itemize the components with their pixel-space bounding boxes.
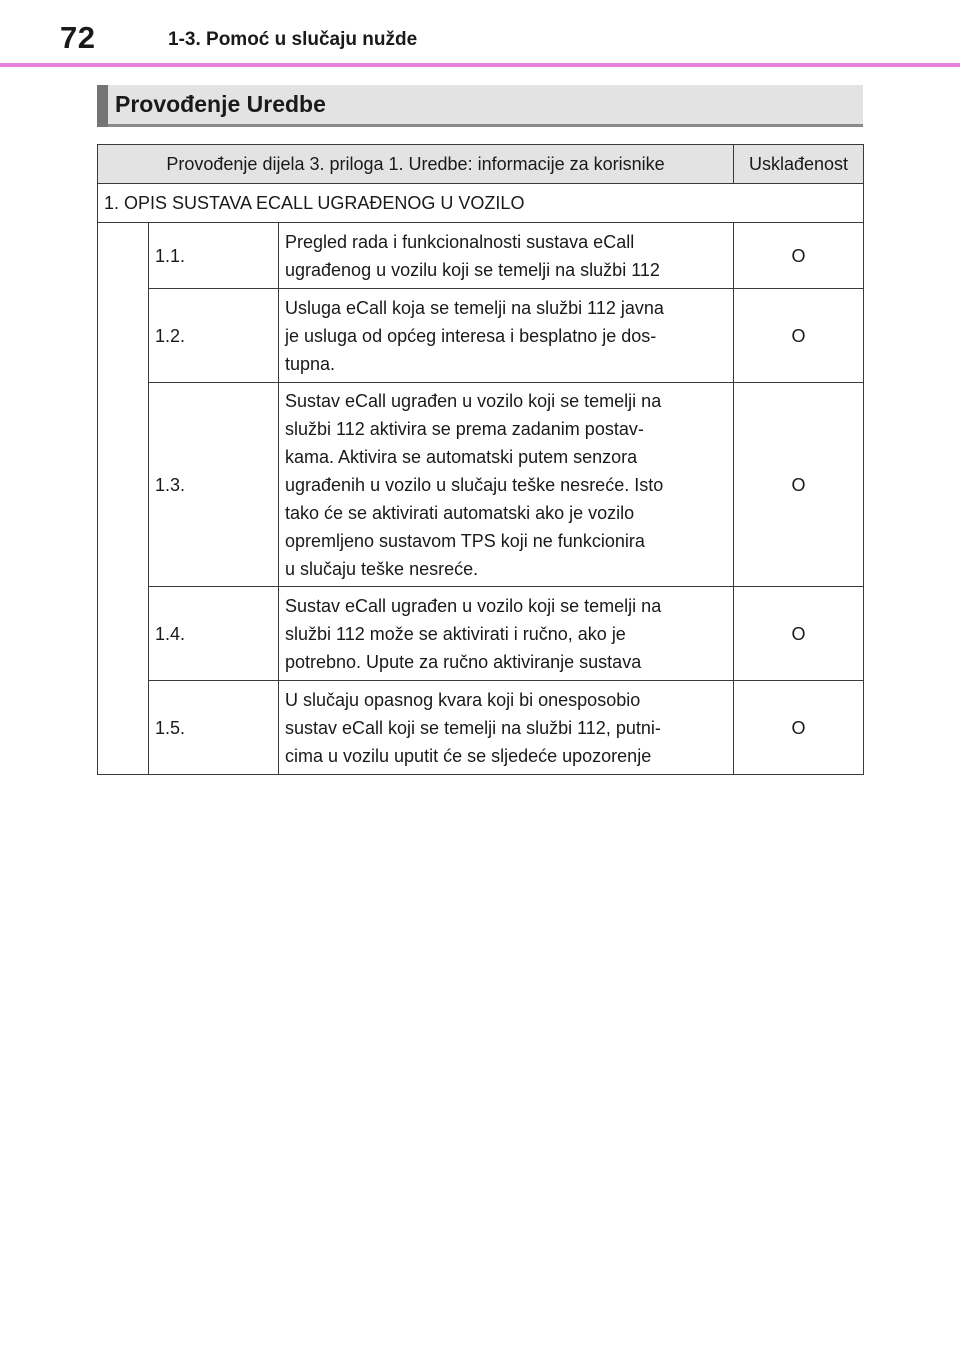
description-line: cima u vozilu uputit će se sljedeće upozorenje <box>285 745 652 766</box>
section-title: Provođenje Uredbe <box>115 91 326 117</box>
row-description <box>279 681 734 775</box>
description-line: kama. Aktivira se automatski putem senzora <box>285 446 638 467</box>
description-line: Pregled rada i funkcionalnosti sustava eCall <box>285 231 635 252</box>
row-number: 1.4. <box>149 587 279 681</box>
section-row-label: 1. OPIS SUSTAVA ECALL UGRAĐENOG U VOZILO <box>98 184 864 223</box>
description-line: službi 112 aktivira se prema zadanim postav- <box>285 418 644 439</box>
compliance-table <box>97 144 864 775</box>
description-line: ugrađenih u vozilo u slučaju teške nesreće. Isto <box>285 474 664 495</box>
table-row <box>98 383 864 587</box>
description-line: službi 112 može se aktivirati i ručno, ako je <box>285 623 626 644</box>
table-section-row <box>98 184 864 223</box>
row-description <box>279 289 734 383</box>
description-line: tupna. <box>285 353 336 374</box>
column-header-requirement: Provođenje dijela 3. priloga 1. Uredbe: informacije za korisnike <box>98 145 734 184</box>
row-compliance: O <box>734 289 864 383</box>
row-compliance: O <box>734 223 864 289</box>
header-rule <box>0 63 960 67</box>
row-number: 1.1. <box>149 223 279 289</box>
table-header-row <box>98 145 864 184</box>
description-line: tako će se aktivirati automatski ako je vozilo <box>285 502 635 523</box>
column-header-compliance: Usklađenost <box>734 145 864 184</box>
description-line: je usluga od općeg interesa i besplatno je dos- <box>285 325 657 346</box>
page-header <box>0 0 960 66</box>
row-description <box>279 223 734 289</box>
description-line: Sustav eCall ugrađen u vozilo koji se temelji na <box>285 390 662 411</box>
indent-cell <box>98 223 149 775</box>
description-line: Sustav eCall ugrađen u vozilo koji se temelji na <box>285 595 662 616</box>
row-description <box>279 383 734 587</box>
table-row <box>98 223 864 289</box>
description-line: Usluga eCall koja se temelji na službi 112 javna <box>285 297 664 318</box>
row-number: 1.2. <box>149 289 279 383</box>
row-compliance: O <box>734 383 864 587</box>
row-compliance: O <box>734 587 864 681</box>
row-compliance: O <box>734 681 864 775</box>
section-heading-bar <box>97 85 108 127</box>
page-number: 72 <box>60 20 96 55</box>
row-description <box>279 587 734 681</box>
chapter-title: 1-3. Pomoć u slučaju nužde <box>168 29 418 50</box>
table-row <box>98 289 864 383</box>
description-line: sustav eCall koji se temelji na službi 112, putni- <box>285 717 661 738</box>
description-line: potrebno. Upute za ručno aktiviranje sustava <box>285 651 642 672</box>
row-number: 1.5. <box>149 681 279 775</box>
description-line: opremljeno sustavom TPS koji ne funkcionira <box>285 530 645 551</box>
row-number: 1.3. <box>149 383 279 587</box>
table-row <box>98 681 864 775</box>
table-row <box>98 587 864 681</box>
description-line: U slučaju opasnog kvara koji bi onesposobio <box>285 689 641 710</box>
description-line: ugrađenog u vozilu koji se temelji na službi 112 <box>285 259 660 280</box>
section-heading <box>97 85 863 127</box>
description-line: u slučaju teške nesreće. <box>285 558 479 579</box>
